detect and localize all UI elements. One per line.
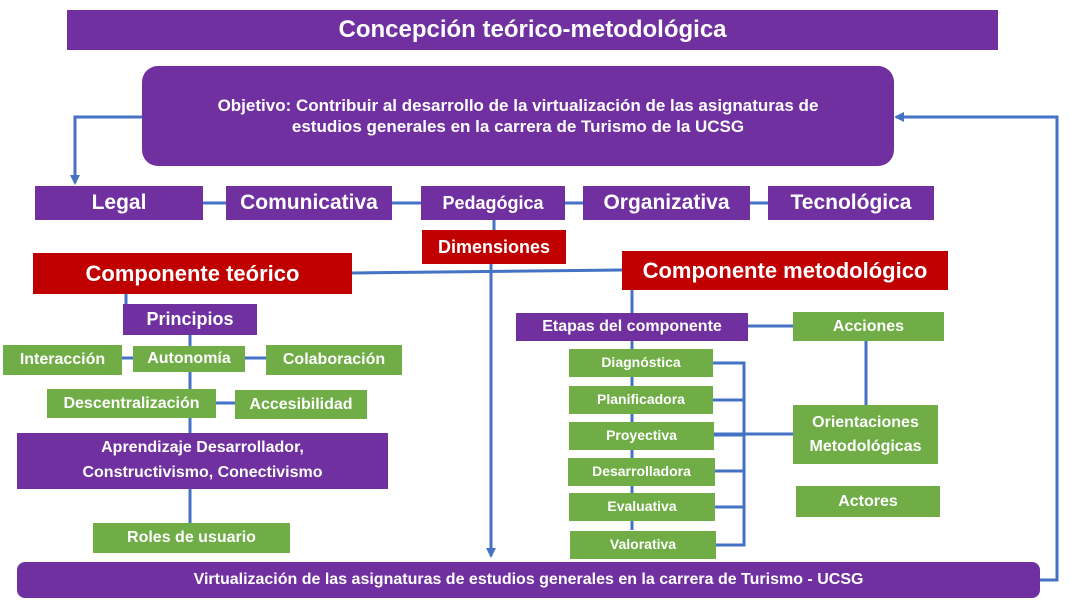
page-title: Concepción teórico-metodológica [67, 10, 998, 50]
dimension-comunicativa: Comunicativa [226, 186, 392, 220]
stages-label-box: Etapas del componente [516, 313, 748, 341]
principle-accesibilidad: Accesibilidad [235, 390, 367, 419]
stage-desarrolladora: Desarrolladora [568, 458, 715, 486]
orientations-box: Orientaciones Metodológicas [793, 405, 938, 464]
dimensions-label: Dimensiones [422, 230, 566, 264]
dimension-tecnologica: Tecnológica [768, 186, 934, 220]
user-roles-box: Roles de usuario [93, 523, 290, 553]
stage-evaluativa: Evaluativa [569, 493, 715, 521]
result-box: Virtualización de las asignaturas de estudios generales en la carrera de Turismo - UCSG [17, 562, 1040, 598]
stage-valorativa: Valorativa [570, 531, 716, 559]
dimension-organizativa: Organizativa [583, 186, 750, 220]
objective-to-legal-arrow [75, 117, 142, 183]
principle-descentralizacion: Descentralización [47, 389, 216, 418]
dimension-pedagogica: Pedagógica [421, 186, 565, 220]
principles-box: Principios [123, 304, 257, 335]
stage-proyectiva: Proyectiva [569, 422, 714, 450]
theoretical-component: Componente teórico [33, 253, 352, 294]
actors-box: Actores [796, 486, 940, 517]
actions-box: Acciones [793, 312, 944, 341]
principle-colaboracion: Colaboración [266, 345, 402, 375]
learning-approaches-box: Aprendizaje Desarrollador, Constructivismo, Conectivismo [17, 433, 388, 489]
stage-planificadora: Planificadora [569, 386, 713, 414]
dimension-legal: Legal [35, 186, 203, 220]
principle-interaccion: Interacción [3, 345, 122, 375]
stage-diagnostica: Diagnóstica [569, 349, 713, 377]
methodological-component: Componente metodológico [622, 251, 948, 290]
principle-autonomia: Autonomía [133, 346, 245, 372]
objective-box: Objetivo: Contribuir al desarrollo de la virtualización de las asignaturas de estudios generales en la carrera de Turismo de la UCSG [142, 66, 894, 166]
